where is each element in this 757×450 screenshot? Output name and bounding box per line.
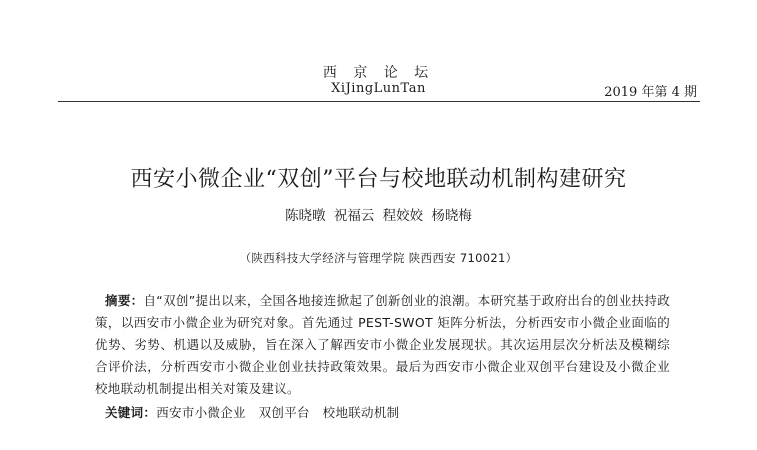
keywords xyxy=(105,403,399,421)
abstract-text: 自“双创”提出以来，全国各地接连掀起了创新创业的浪潮。本研究基于政府出台的创业扶持政策，以西安市小微企业为研究对象。首先通过 PEST-SWOT 矩阵分析法，分析西安市小微企业面临的优势、劣势、机遇以及威胁，旨在深入了解西安市小微企业发展现状。其次运用层次分析法及模糊综合评价法，分析西安市小微企业创业扶持政策效果。最后为西安市小微企业双创平台建设及小微企业校地联动机制提出相关对策及建议。 xyxy=(95,293,670,396)
journal-pinyin: XiJingLunTan xyxy=(331,81,426,96)
keywords-label: 关键词： xyxy=(105,405,157,420)
journal-header xyxy=(0,0,757,104)
paper-authors: 陈晓暾 祝福云 程姣姣 杨晓梅 xyxy=(285,208,472,224)
journal-name: 西 京 论 坛 xyxy=(322,65,435,81)
paper-title: 西安小微企业“双创”平台与校地联动机制构建研究 xyxy=(130,167,627,192)
abstract xyxy=(95,290,670,400)
keywords-text: 西安市小微企业 双创平台 校地联动机制 xyxy=(156,405,400,420)
abstract-label: 摘要： xyxy=(105,293,144,308)
issue-number: 2019 年第 4 期 xyxy=(604,85,697,100)
header-divider xyxy=(58,101,700,102)
author-affiliation: （陕西科技大学经济与管理学院 陕西西安 710021） xyxy=(239,251,518,265)
